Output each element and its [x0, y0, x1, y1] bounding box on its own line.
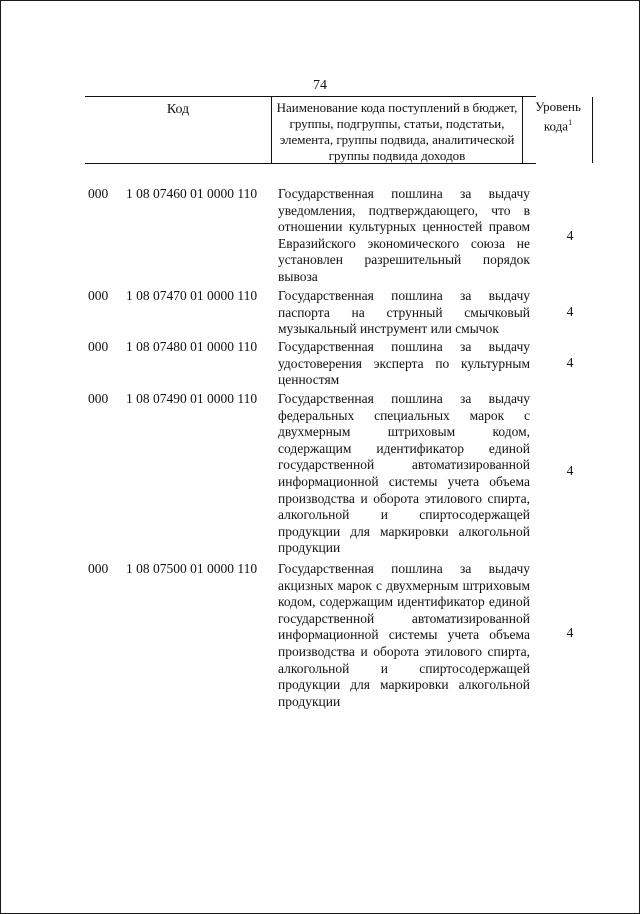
row-name: Государственная пошлина за выдачу уведомления, подтверждающего, что в отношении культурных ценностей правом Евразийского экономического союза не установлен разрешительный порядок вывоза — [278, 186, 530, 284]
row-admin-code: 000 — [88, 186, 109, 201]
row-level: 4 — [566, 228, 574, 243]
row-code: 1 08 07470 01 0000 110 — [126, 288, 258, 303]
row-code: 1 08 07480 01 0000 110 — [126, 339, 258, 354]
header-code: Код — [166, 102, 190, 117]
page-number: 74 — [313, 78, 327, 93]
row-level: 4 — [566, 355, 574, 370]
row-code: 1 08 07460 01 0000 110 — [126, 186, 258, 201]
row-admin-code: 000 — [88, 391, 109, 406]
row-name: Государственная пошлина за выдачу паспорта на струнный смычковый музыкальный инструмент или смычок — [278, 288, 530, 337]
header-name: Наименование кода поступлений в бюджет, группы, подгруппы, статьи, подстатьи, элемента, группы подвида, аналитической группы подвида доходов — [271, 97, 523, 163]
row-admin-code: 000 — [88, 561, 109, 576]
row-name: Государственная пошлина за выдачу удостоверения эксперта по культурным ценностям — [278, 339, 530, 388]
header-level-label: Уровень кода — [535, 99, 581, 134]
row-admin-code: 000 — [88, 339, 109, 354]
header-level-footnote: 1 — [568, 118, 573, 127]
row-level: 4 — [566, 463, 574, 478]
row-code: 1 08 07490 01 0000 110 — [126, 391, 258, 406]
header-level — [523, 97, 593, 163]
row-level: 4 — [566, 625, 574, 640]
row-level: 4 — [566, 304, 574, 319]
row-code: 1 08 07500 01 0000 110 — [126, 561, 258, 576]
table-header — [85, 96, 581, 164]
header-right-border — [592, 97, 593, 163]
row-admin-code: 000 — [88, 288, 109, 303]
row-name: Государственная пошлина за выдачу акцизных марок с двухмерным штриховым кодом, содержащим идентификатор единой государственной автоматизированной информационной системы учета объема производства и оборота этилового спирта, алкогольной и спиртосодержащей продукции для маркировки алкогольной продукции — [278, 561, 530, 709]
row-name: Государственная пошлина за выдачу федеральных специальных марок с двухмерным штриховым кодом, содержащим идентификатор единой государственной автоматизированной информационной системы учета объема производства и оборота этилового спирта, алкогольной и спиртосодержащей продукции для маркировки алкогольной продукции — [278, 391, 530, 556]
